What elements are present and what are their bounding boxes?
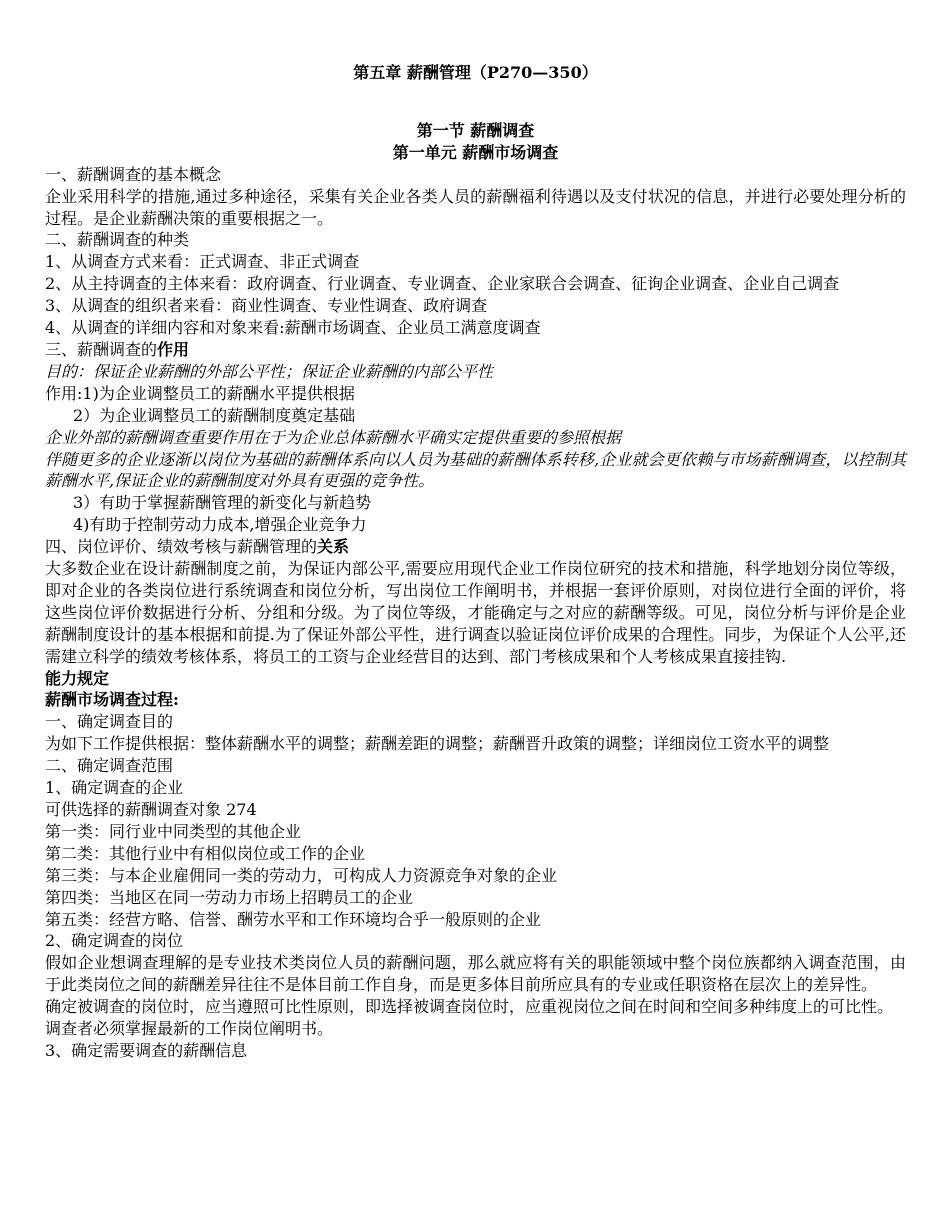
list-item-type-1: 1、从调查方式来看：正式调查、非正式调查 [45,252,360,272]
unit-title: 第一单元 薪酬市场调查 [392,142,559,162]
paragraph-definition: 企业采用科学的措施,通过多种途径，采集有关企业各类人员的薪酬福利待遇以及支付状况的信息，并进行必要处理分析的过程。是企业薪酬决策的重要根据之一。 [45,186,906,228]
survey-targets-intro: 可供选择的薪酬调查对象 274 [45,800,257,819]
substep-salary-info: 3、确定需要调查的薪酬信息 [45,1040,248,1060]
list-item-type-2: 2、从主持调查的主体来看：政府调查、行业调查、专业调查、企业家联合会调查、征询企业调查、企业自己调查 [45,274,840,294]
list-item-type-3: 3、从调查的组织者来看：商业性调查、专业性调查、政府调查 [45,296,488,316]
paragraph-position-scope: 假如企业想调查理解的是专业技术类岗位人员的薪酬问题，那么就应将有关的职能领域中整个岗位族都纳入调查范围，由于此类岗位之间的薪酬差异往往不是体目前工作自身，而是更多体目前所应具有的专业或任职资格在层次上的差异性。 [45,953,906,995]
role-item-4: 4)有助于控制劳动力成本,增强企业竞争力 [73,515,367,535]
heading-ability-requirements: 能力规定 [45,668,110,688]
chapter-title: 第五章 薪酬管理（P270—350） [353,63,598,82]
list-item-type-4: 4、从调查的详细内容和对象来看:薪酬市场调查、企业员工满意度调查 [45,318,541,338]
step-determine-purpose: 一、确定调查目的 [45,712,174,732]
heading-relationship-emphasis: 关系 [317,537,350,557]
paragraph-comparability: 确定被调查的岗位时，应当遵照可比性原则，即选择被调查岗位时，应重视岗位之间在时间和空间多种纬度上的可比性。 [45,997,894,1017]
role-item-1: 作用:1)为企业调整员工的薪酬水平提供根据 [45,383,355,403]
target-category-5: 第五类：经营方略、信誉、酬劳水平和工作环境均合乎一般原则的企业 [45,909,542,929]
paragraph-purpose-basis: 为如下工作提供根据：整体薪酬水平的调整；薪酬差距的调整；薪酬晋升政策的调整；详细岗位工资水平的调整 [45,734,830,754]
heading-survey-role [45,339,906,361]
note-external-survey: 企业外部的薪酬调查重要作用在于为企业总体薪酬水平确实定提供重要的参照根据 [45,427,622,447]
paragraph-relationship: 大多数企业在设计薪酬制度之前，为保证内部公平,需要应用现代企业工作岗位研究的技术和措施，科学地划分岗位等级，即对企业的各类岗位进行系统调查和岗位分析，写出岗位工作阐明书，并根据一套评价原则，对岗位进行全面的评价，将这些岗位评价数据进行分析、分组和分级。为了岗位等级，才能确定与之对应的薪酬等级。可见，岗位分析与评价是企业薪酬制度设计的基本根据和前提.为了保证外部公平性，进行调查以验证岗位评价成果的合理性。同步，为保证个人公平,还需建立科学的绩效考核体系，将员工的工资与企业经营目的达到、部门考核成果和个人考核成果直接挂钩. [45,559,906,666]
target-category-3: 第三类：与本企业雇佣同一类的劳动力，可构成人力资源竞争对象的企业 [45,865,558,885]
target-category-4: 第四类：当地区在同一劳动力市场上招聘员工的企业 [45,887,414,907]
target-category-1: 第一类：同行业中同类型的其他企业 [45,821,302,841]
heading-survey-role-prefix: 三、薪酬调查的 [45,339,158,359]
step-determine-scope: 二、确定调查范围 [45,756,174,776]
note-system-shift: 伴随更多的企业逐渐以岗位为基础的薪酬体系向以人员为基础的薪酬体系转移,企业就会更依赖与市场薪酬调查，以控制其薪酬水平,保证企业的薪酬制度对外具有更强的竞争性。 [45,449,906,491]
heading-relationship [45,536,906,558]
section-title: 第一节 薪酬调查 [416,120,535,140]
purpose-statement: 目的：保证企业薪酬的外部公平性；保证企业薪酬的内部公平性 [45,361,494,381]
heading-survey-role-emphasis: 作用 [157,339,190,359]
substep-positions: 2、确定调查的岗位 [45,931,184,951]
target-category-2: 第二类：其他行业中有相似岗位或工作的企业 [45,843,366,863]
role-item-3: 3）有助于掌握薪酬管理的新变化与新趋势 [73,493,372,513]
substep-companies: 1、确定调查的企业 [45,778,184,798]
heading-basic-concept: 一、薪酬调查的基本概念 [45,164,222,184]
heading-relationship-prefix: 四、岗位评价、绩效考核与薪酬管理的 [45,537,318,557]
heading-survey-process: 薪酬市场调查过程: [45,690,179,710]
role-item-2: 2）为企业调整员工的薪酬制度奠定基础 [73,405,356,425]
paragraph-job-descriptions: 调查者必须掌握最新的工作岗位阐明书。 [45,1019,334,1039]
heading-survey-types: 二、薪酬调查的种类 [45,230,190,250]
